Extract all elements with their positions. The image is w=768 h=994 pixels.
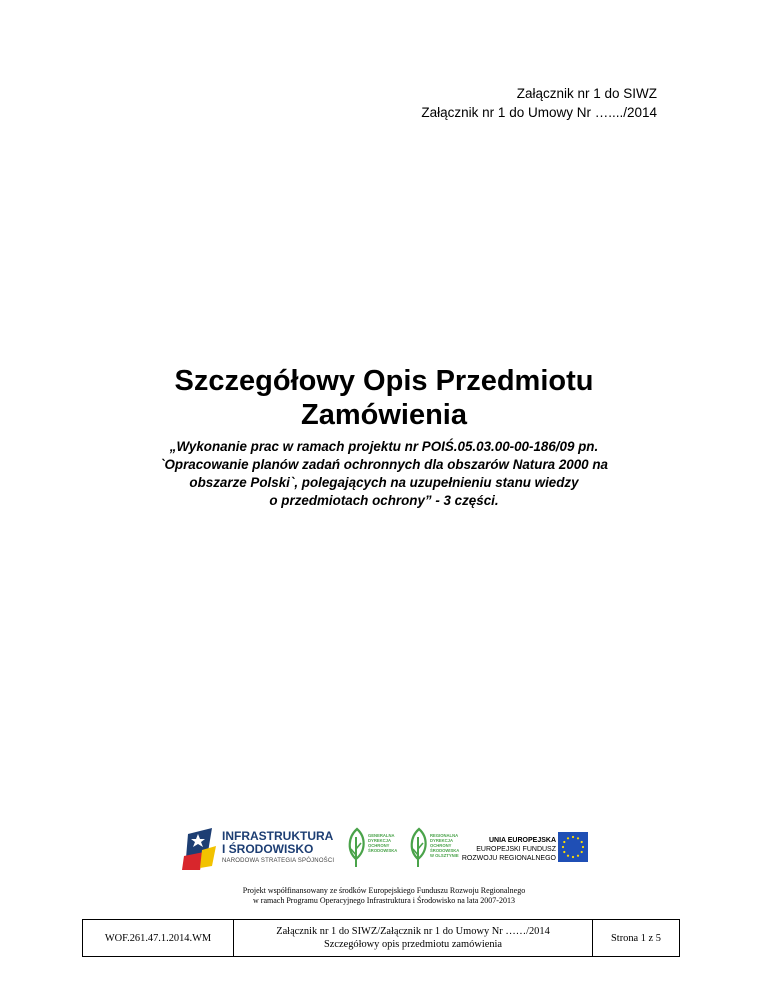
footer-description-line-1: Załącznik nr 1 do SIWZ/Załącznik nr 1 do Umowy Nr ……/2014 (276, 926, 550, 937)
eu-fund-label (460, 836, 556, 863)
eu-fund-line-2: ROZWOJU REGIONALNEGO (461, 855, 556, 862)
infrastruktura-line-2: I ŚRODOWISKO (222, 842, 314, 856)
subtitle-line-3: obszarze Polski`, polegających na uzupełnieniu stanu wiedzy (189, 475, 579, 490)
eu-title: UNIA EUROPEJSKA (488, 837, 556, 844)
infrastruktura-wordmark (222, 830, 333, 856)
footer-doc-id: WOF.261.47.1.2014.WM (83, 920, 234, 957)
gdos-logo-text: GENERALNA DYREKCJA OCHRONY ŚRODOWISKA (368, 833, 398, 853)
subtitle-line-4: o przedmiotach ochrony” - 3 części. (269, 493, 499, 508)
rdos-logo-text: REGIONALNA DYREKCJA OCHRONY ŚRODOWISKA W OLSZTYNIE (430, 833, 460, 858)
document-title (0, 364, 768, 432)
document-subtitle (120, 438, 648, 510)
subtitle-line-1: „Wykonanie prac w ramach projektu nr POIŚ.05.03.00-00-186/09 pn. (169, 439, 599, 454)
leaf-icon (346, 827, 368, 869)
gdos-logo (346, 827, 404, 871)
leaf-icon (408, 827, 430, 869)
infrastruktura-line-1: INFRASTRUKTURA (222, 829, 334, 843)
title-line-1: Szczegółowy Opis Przedmiotu (174, 365, 594, 397)
header-attachment-contract: Załącznik nr 1 do Umowy Nr …..../2014 (421, 105, 657, 120)
footer-description-line-2: Szczegółowy opis przedmiotu zamówienia (323, 939, 503, 950)
footer-row (83, 920, 680, 957)
footer-description (234, 920, 593, 957)
title-line-2: Zamówienia (301, 399, 467, 431)
cofinancing-line-1: Projekt współfinansowany ze środków Europejskiego Funduszu Rozwoju Regionalnego (242, 886, 526, 895)
document-header (421, 84, 657, 122)
footer-page-number: Strona 1 z 5 (593, 920, 680, 957)
subtitle-line-2: `Opracowanie planów zadań ochronnych dla obszarów Natura 2000 na (160, 457, 608, 472)
header-attachment-siwz: Załącznik nr 1 do SIWZ (516, 86, 657, 101)
footer-table (82, 919, 680, 957)
rdos-logo (408, 827, 466, 871)
cofinancing-line-2: w ramach Programu Operacyjnego Infrastruktura i Środowisko na lata 2007-2013 (253, 896, 515, 905)
infrastruktura-emblem-icon (182, 826, 220, 872)
cofinancing-note (0, 886, 768, 906)
logo-strip (0, 824, 768, 874)
eu-fund-line-1: EUROPEJSKI FUNDUSZ (476, 846, 556, 853)
infrastruktura-srodowisko-logo (182, 826, 335, 872)
eu-flag-icon (558, 832, 588, 862)
infrastruktura-tagline: NARODOWA STRATEGIA SPÓJNOŚCI (222, 858, 335, 864)
